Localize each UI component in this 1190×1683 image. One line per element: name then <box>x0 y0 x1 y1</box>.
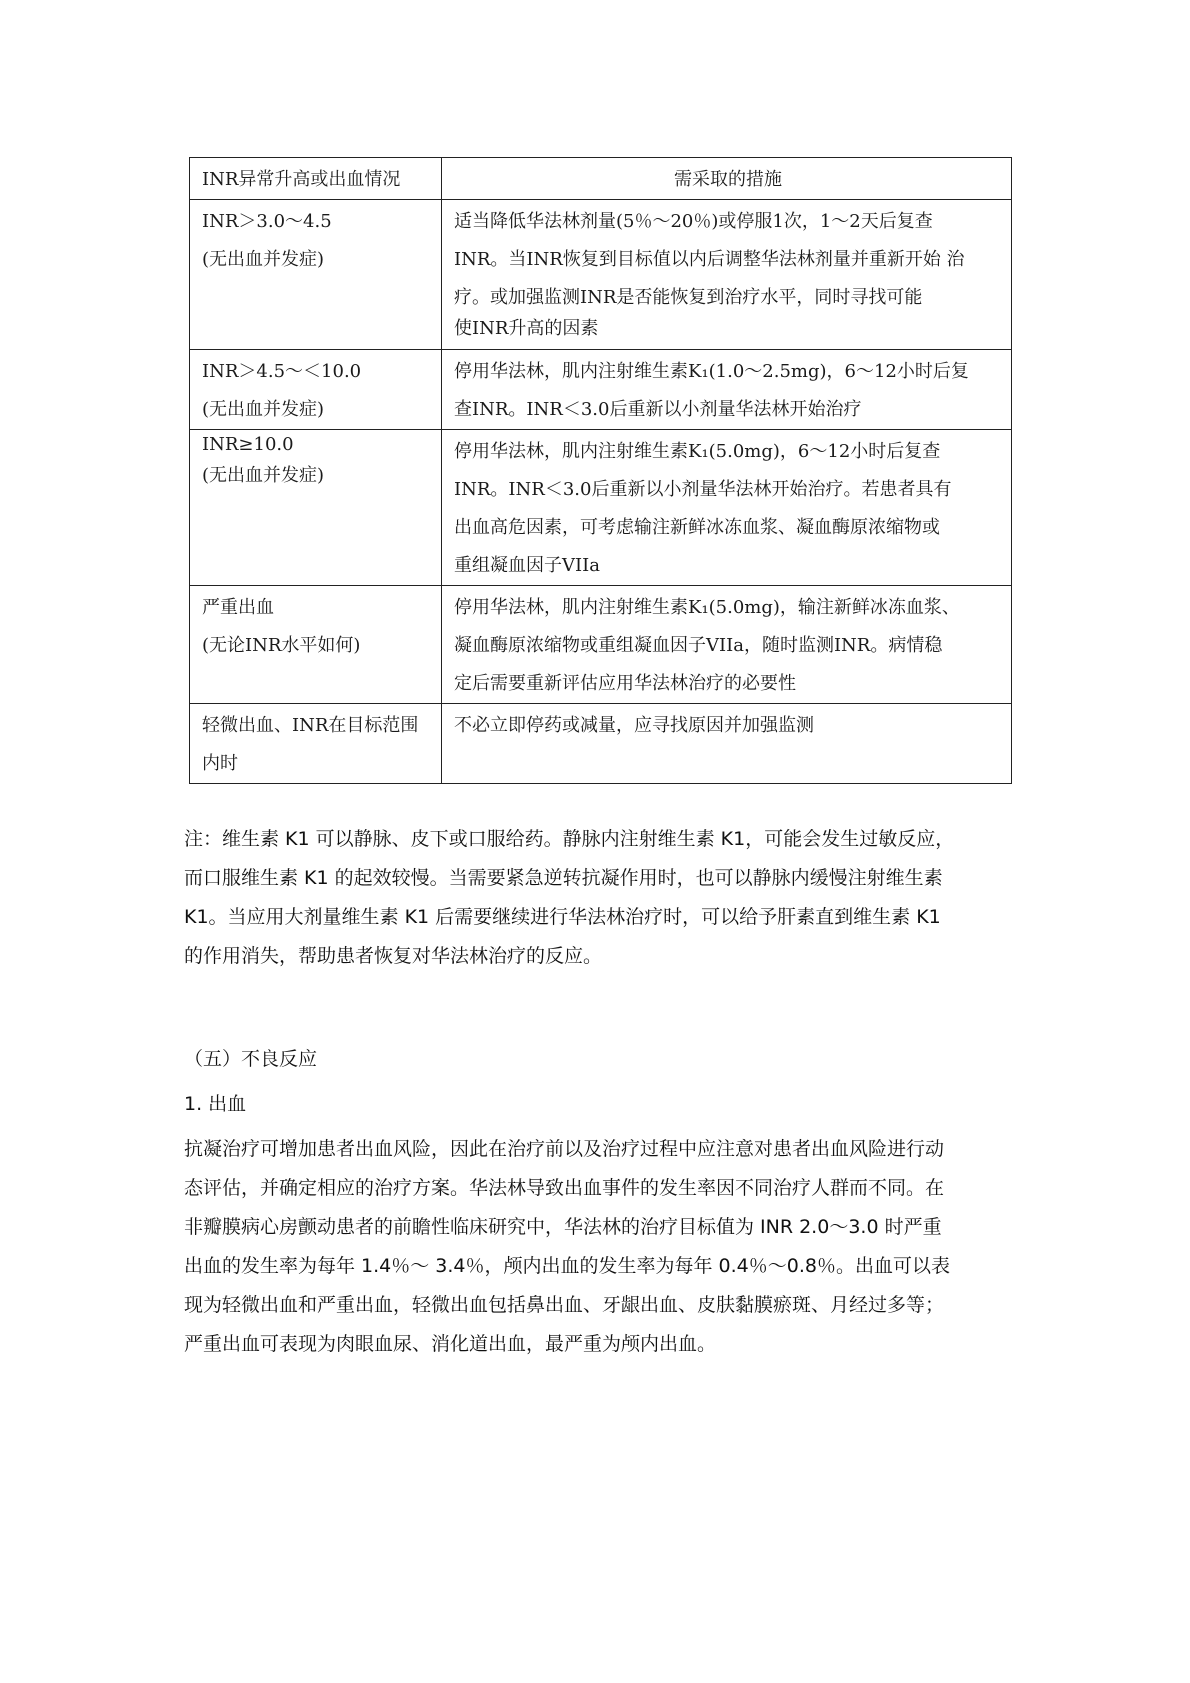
action-line: 查INR。INR＜3.0后重新以小剂量华法林开始治疗 <box>454 399 862 420</box>
action-line: 使INR升高的因素 <box>454 318 599 339</box>
table-row <box>190 586 1012 704</box>
action-line: INR。当INR恢复到目标值以内后调整华法林剂量并重新开始 治 <box>454 249 965 270</box>
condition-cell <box>190 200 442 350</box>
action-line: 适当降低华法林剂量(5％～20％)或停服1次，1～2天后复查 <box>454 211 933 232</box>
condition-cell <box>190 704 442 784</box>
bleeding-paragraph <box>184 1130 1016 1364</box>
action-line: 出血高危因素，可考虑输注新鲜冰冻血浆、凝血酶原浓缩物或 <box>454 517 940 538</box>
paragraph-line: 现为轻微出血和严重出血，轻微出血包括鼻出血、牙龈出血、皮肤黏膜瘀斑、月经过多等； <box>184 1294 945 1316</box>
paragraph-line: 非瓣膜病心房颤动患者的前瞻性临床研究中，华法林的治疗目标值为 INR 2.0～3.0 时严重 <box>184 1216 942 1238</box>
action-cell <box>442 350 1012 430</box>
action-line: 疗。或加强监测INR是否能恢复到治疗水平，同时寻找可能 <box>454 287 923 308</box>
condition-cell <box>190 430 442 586</box>
action-cell <box>442 200 1012 350</box>
note-line: 注：维生素 K1 可以静脉、皮下或口服给药。静脉内注射维生素 K1，可能会发生过敏反应， <box>184 828 955 850</box>
note-line: 而口服维生素 K1 的起效较慢。当需要紧急逆转抗凝作用时，也可以静脉内缓慢注射维生素 <box>184 867 943 889</box>
inr-management-table <box>189 157 1012 784</box>
condition-line: INR＞3.0～4.5 <box>202 211 332 232</box>
condition-line: INR≥10.0 <box>202 434 294 455</box>
action-line: 凝血酶原浓缩物或重组凝血因子VIIa，随时监测INR。病情稳 <box>454 635 943 656</box>
action-line: 重组凝血因子VIIa <box>454 555 600 576</box>
action-cell <box>442 704 1012 784</box>
action-line: 定后需要重新评估应用华法林治疗的必要性 <box>454 673 796 694</box>
action-cell <box>442 430 1012 586</box>
table-row <box>190 350 1012 430</box>
action-line: 不必立即停药或减量，应寻找原因并加强监测 <box>454 715 814 736</box>
header-condition: INR异常升高或出血情况 <box>190 158 442 200</box>
table-row <box>190 200 1012 350</box>
paragraph-line: 态评估，并确定相应的治疗方案。华法林导致出血事件的发生率因不同治疗人群而不同。在 <box>184 1177 945 1199</box>
table-row <box>190 704 1012 784</box>
paragraph-line: 严重出血可表现为肉眼血尿、消化道出血，最严重为颅内出血。 <box>184 1333 717 1355</box>
condition-line: (无出血并发症) <box>202 465 325 486</box>
condition-line: (无出血并发症) <box>202 399 325 420</box>
section-title: （五）不良反应 <box>184 1048 318 1070</box>
condition-cell <box>190 350 442 430</box>
vitamin-k1-note <box>184 820 1016 976</box>
action-line: 停用华法林，肌内注射维生素K₁(1.0～2.5mg)，6～12小时后复 <box>454 361 969 382</box>
condition-line: 内时 <box>202 753 238 774</box>
action-cell <box>442 586 1012 704</box>
action-line: 停用华法林，肌内注射维生素K₁(5.0mg)，6～12小时后复查 <box>454 441 941 462</box>
condition-line: 严重出血 <box>202 597 274 618</box>
paragraph-line: 抗凝治疗可增加患者出血风险，因此在治疗前以及治疗过程中应注意对患者出血风险进行动 <box>184 1138 945 1160</box>
condition-line: 轻微出血、INR在目标范围 <box>202 715 419 736</box>
table-header-row <box>190 158 1012 200</box>
condition-line: INR＞4.5～＜10.0 <box>202 361 362 382</box>
condition-cell <box>190 586 442 704</box>
condition-line: (无论INR水平如何) <box>202 635 361 656</box>
action-line: 停用华法林，肌内注射维生素K₁(5.0mg)，输注新鲜冰冻血浆、 <box>454 597 960 618</box>
table-row <box>190 430 1012 586</box>
sub-title: 1. 出血 <box>184 1093 247 1115</box>
condition-line: (无出血并发症) <box>202 249 325 270</box>
action-line: INR。INR＜3.0后重新以小剂量华法林开始治疗。若患者具有 <box>454 479 952 500</box>
note-line: K1。当应用大剂量维生素 K1 后需要继续进行华法林治疗时，可以给予肝素直到维生素 K1 <box>184 906 941 928</box>
header-action: 需采取的措施 <box>442 158 1012 200</box>
note-line: 的作用消失，帮助患者恢复对华法林治疗的反应。 <box>184 945 603 967</box>
paragraph-line: 出血的发生率为每年 1.4％～ 3.4％，颅内出血的发生率为每年 0.4％～0.8％。出血可以表 <box>184 1255 950 1277</box>
